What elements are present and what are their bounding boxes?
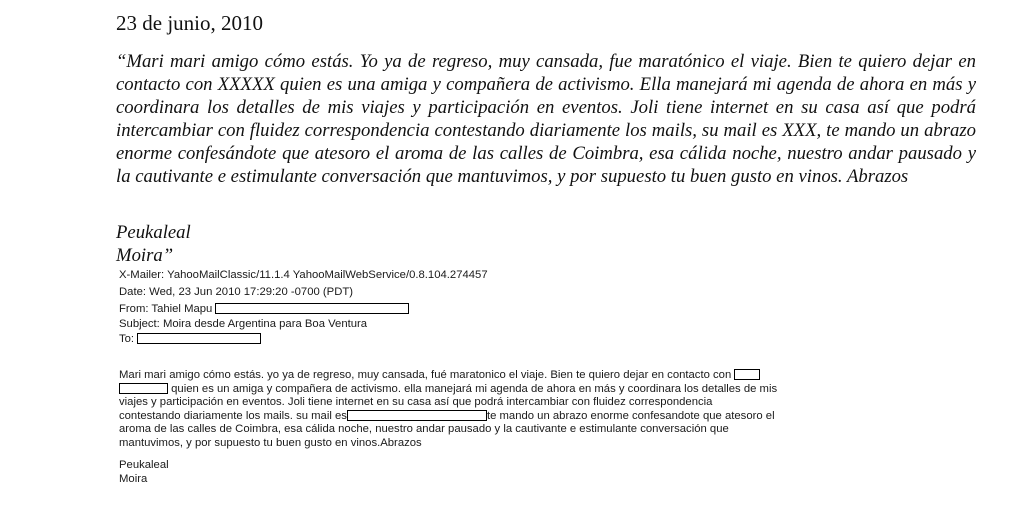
redacted-contact-name: [734, 369, 760, 380]
email-body-line: aroma de las calles de Coimbra, esa cálida noche, nuestro andar pausado y la cautivante e estimulante conversación que: [119, 423, 729, 435]
email-header-from: [119, 302, 409, 316]
email-body-line: viajes y participación en eventos. Joli tiene internet en su casa así que podrá intercambiar con fluidez correspondencia: [119, 396, 713, 408]
email-from-text: From: Tahiel Mapu: [119, 303, 213, 315]
email-body: [119, 369, 939, 450]
redacted-email-address: [347, 410, 487, 421]
email-header-to: [119, 332, 261, 346]
redacted-to-address: [137, 333, 261, 344]
letter-quote: “Mari mari amigo cómo estás. Yo ya de regreso, muy cansada, fue maratónico el viaje. Bien te quiero dejar en contacto con XXXXX quien es una amiga y compañera de activismo. Ella manejará mi agenda de ahora en más y coordinara los detalles de mis viajes y participación en eventos. Joli tiene internet en su casa así que podrá intercambiar con fluidez correspondencia contestando diariamente los mails, su mail es XXX, te mando un abrazo enorme confesándote que atesoro el aroma de las calles de Coimbra, esa cálida noche, nuestro andar pausado y la cautivante e estimulante conversación que mantuvimos, y por supuesto tu buen gusto en vinos. Abrazos: [116, 51, 976, 187]
email-body-line: [119, 383, 939, 397]
redacted-from-address: [215, 303, 409, 314]
letter-signature-name: Peukaleal: [116, 222, 191, 243]
email-body-line: [119, 410, 939, 424]
email-body-line: [119, 369, 939, 383]
letter-date: 23 de junio, 2010: [116, 11, 263, 35]
email-header-xmailer: X-Mailer: YahooMailClassic/11.1.4 YahooMailWebService/0.8.104.274457: [119, 269, 488, 281]
email-signature-name: Peukaleal: [119, 459, 169, 471]
email-header-subject: Subject: Moira desde Argentina para Boa Ventura: [119, 318, 368, 330]
email-body-text: te mando un abrazo enorme confesandote que atesoro el: [486, 409, 775, 422]
email-body-text: quien es un amiga y compañera de activismo. ella manejará mi agenda de ahora en más y coordinara los detalles de mis: [171, 382, 778, 395]
email-signature-alias: Moira: [119, 473, 148, 485]
redacted-contact-name-2: [119, 383, 168, 394]
email-header-date: Date: Wed, 23 Jun 2010 17:29:20 -0700 (PDT): [119, 286, 354, 298]
email-body-text: Mari mari amigo cómo estás. yo ya de regreso, muy cansada, fué maratonico el viaje. Bien te quiero dejar en contacto con: [119, 369, 732, 381]
email-body-text: contestando diariamente los mails. su mail es: [119, 409, 347, 422]
letter-signature-alias: Moira”: [116, 245, 174, 266]
email-body-line: mantuvimos, y por supuesto tu buen gusto en vinos.Abrazos: [119, 436, 422, 449]
email-to-text: To:: [119, 333, 135, 345]
